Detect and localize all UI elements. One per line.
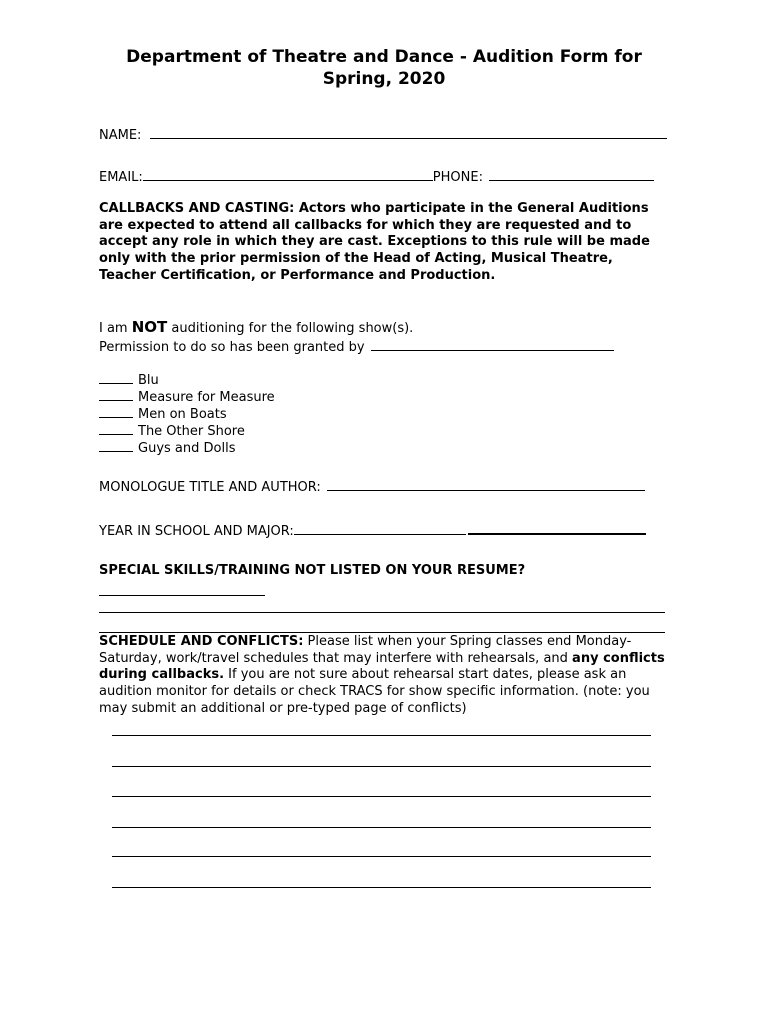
schedule-text-1: Please list when your Spring classes end Monday-Saturday, work/travel schedules that may interfere with rehearsals, and xyxy=(99,634,632,666)
name-field[interactable] xyxy=(150,126,667,139)
show-item xyxy=(99,388,275,406)
year-field[interactable] xyxy=(294,522,466,535)
title-line-2: Spring, 2020 xyxy=(322,69,446,89)
schedule-paragraph xyxy=(99,634,669,718)
skills-label: SPECIAL SKILLS/TRAINING NOT LISTED ON YOUR RESUME? xyxy=(99,563,526,578)
phone-label: PHONE: xyxy=(432,170,483,185)
email-field[interactable] xyxy=(143,168,433,181)
show-title: Guys and Dolls xyxy=(138,441,236,456)
year-major-label: YEAR IN SCHOOL AND MAJOR: xyxy=(99,524,294,539)
show-item xyxy=(99,439,235,457)
show-item xyxy=(99,405,227,423)
major-field[interactable] xyxy=(468,521,646,535)
conflict-line[interactable] xyxy=(112,766,651,767)
show-title: The Other Shore xyxy=(138,424,245,439)
name-row xyxy=(99,126,667,144)
monologue-label: MONOLOGUE TITLE AND AUTHOR: xyxy=(99,480,321,495)
schedule-heading: SCHEDULE AND CONFLICTS: xyxy=(99,634,304,649)
show-item xyxy=(99,422,245,440)
permission-field[interactable] xyxy=(371,338,614,351)
skills-line[interactable] xyxy=(99,632,665,633)
show-checkbox-blank[interactable] xyxy=(99,422,133,435)
permission-label: Permission to do so has been granted by xyxy=(99,340,365,355)
callbacks-paragraph: CALLBACKS AND CASTING: Actors who participate in the General Auditions are expected to attend all callbacks for which they are requested and to accept any role in which they are cast. Exceptions to this rule will be made only with the prior permission of the Head of Acting, Musical Theatre, Teacher Certification, or Performance and Production. xyxy=(99,201,650,283)
contact-row xyxy=(99,168,654,186)
schedule-text-bold: any conflicts during callbacks. xyxy=(99,650,665,683)
show-checkbox-blank[interactable] xyxy=(99,405,133,418)
title-line-1: Department of Theatre and Dance - Audition Form for xyxy=(126,47,642,67)
permission-row xyxy=(99,338,614,356)
monologue-field[interactable] xyxy=(327,478,645,491)
conflict-line[interactable] xyxy=(112,796,651,797)
show-item xyxy=(99,371,159,389)
name-label: NAME: xyxy=(99,128,142,143)
not-emphasis: NOT xyxy=(131,318,168,336)
not-auditioning-line xyxy=(99,319,413,337)
show-checkbox-blank[interactable] xyxy=(99,371,133,384)
skills-line-short[interactable] xyxy=(99,595,265,596)
show-title: Blu xyxy=(138,373,159,388)
show-title: Measure for Measure xyxy=(138,390,275,405)
conflict-line[interactable] xyxy=(112,827,651,828)
not-auditioning-prefix: I am xyxy=(99,321,132,336)
conflict-line[interactable] xyxy=(112,887,651,888)
show-title: Men on Boats xyxy=(138,407,227,422)
phone-field[interactable] xyxy=(489,168,654,181)
not-auditioning-suffix: auditioning for the following show(s). xyxy=(167,321,414,336)
conflict-line[interactable] xyxy=(112,856,651,857)
show-checkbox-blank[interactable] xyxy=(99,439,133,452)
form-title xyxy=(80,46,688,90)
show-checkbox-blank[interactable] xyxy=(99,388,133,401)
email-label: EMAIL: xyxy=(99,170,143,185)
conflict-line[interactable] xyxy=(112,735,651,736)
skills-line[interactable] xyxy=(99,612,665,613)
year-major-row xyxy=(99,521,646,540)
monologue-row xyxy=(99,478,645,496)
schedule-text-2: If you are not sure about rehearsal start dates, please ask an audition monitor for details or check TRACS for show specific information. (note: you may submit an additional or pre-typed page of conflicts) xyxy=(99,667,650,716)
